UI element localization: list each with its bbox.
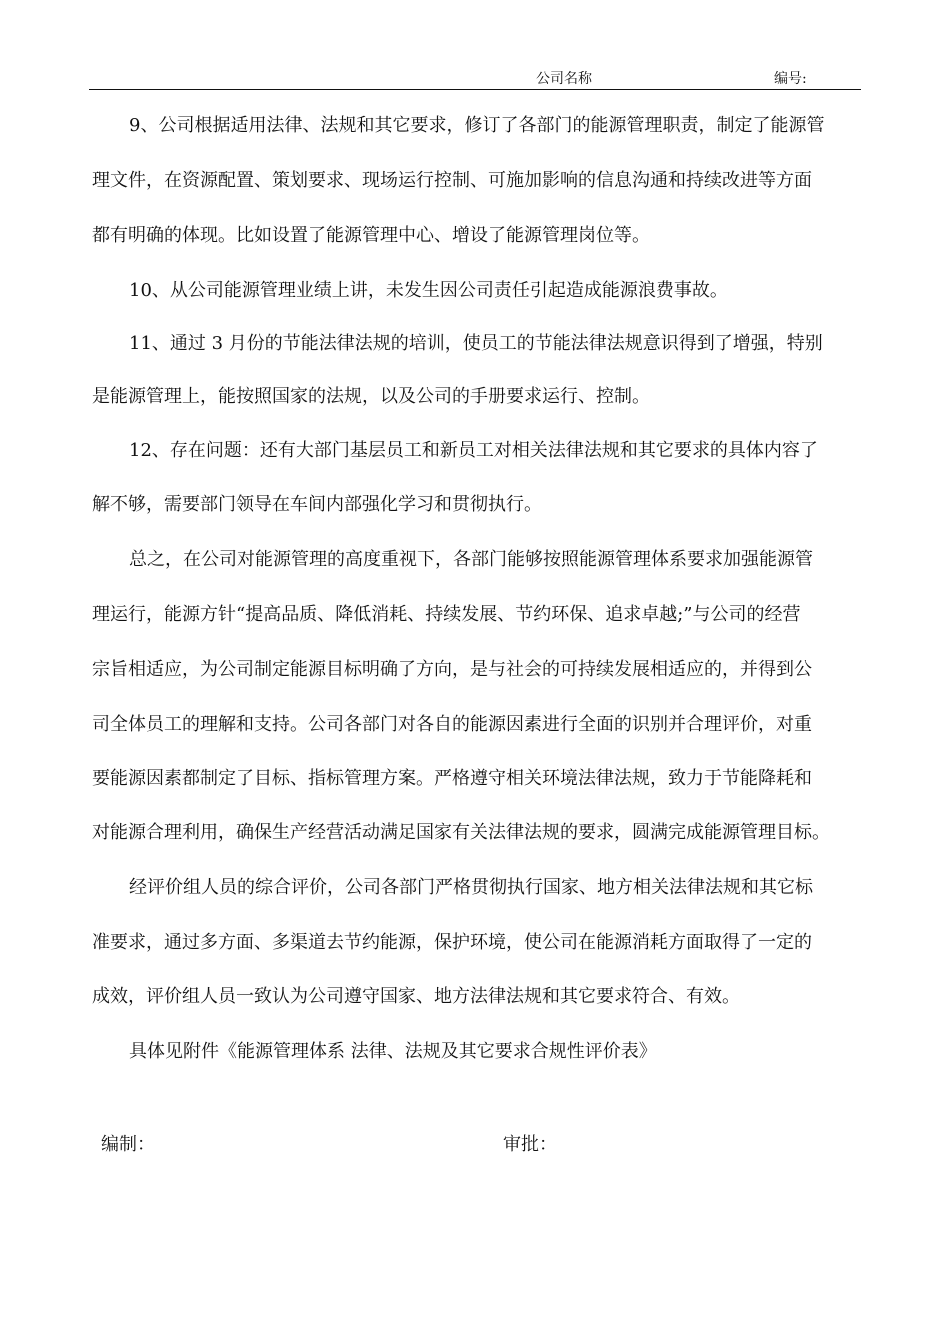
header-company-name: 公司名称	[536, 71, 592, 87]
paragraph-11-line-1: 11、通过 3 月份的节能法律法规的培训，使员工的节能法律法规意识得到了增强，特别	[129, 333, 823, 354]
paragraph-9-line-1: 9、公司根据适用法律、法规和其它要求，修订了各部门的能源管理职责，制定了能源管	[129, 115, 825, 136]
summary-line-1: 总之，在公司对能源管理的高度重视下，各部门能够按照能源管理体系要求加强能源管	[129, 549, 813, 570]
prepared-by-label: 编制：	[101, 1134, 155, 1155]
paragraph-10-line-1: 10、从公司能源管理业绩上讲，未发生因公司责任引起造成能源浪费事故。	[129, 280, 728, 301]
attachment-reference: 具体见附件《能源管理体系 法律、法规及其它要求合规性评价表》	[129, 1041, 657, 1062]
summary-line-2: 理运行，能源方针“提高品质、降低消耗、持续发展、节约环保、追求卓越;”与公司的经营	[92, 604, 801, 625]
paragraph-12-line-2: 解不够，需要部门领导在车间内部强化学习和贯彻执行。	[92, 494, 542, 515]
summary-line-6: 对能源合理利用，确保生产经营活动满足国家有关法律法规的要求，圆满完成能源管理目标。	[92, 822, 830, 843]
paragraph-9-line-3: 都有明确的体现。比如设置了能源管理中心、增设了能源管理岗位等。	[92, 225, 650, 246]
summary-line-4: 司全体员工的理解和支持。公司各部门对各自的能源因素进行全面的识别并合理评价，对重	[92, 714, 812, 735]
evaluation-line-1: 经评价组人员的综合评价，公司各部门严格贯彻执行国家、地方相关法律法规和其它标	[129, 877, 813, 898]
summary-line-5: 要能源因素都制定了目标、指标管理方案。严格遵守相关环境法律法规，致力于节能降耗和	[92, 768, 812, 789]
evaluation-line-2: 准要求，通过多方面、多渠道去节约能源，保护环境，使公司在能源消耗方面取得了一定的	[92, 932, 812, 953]
paragraph-12-line-1: 12、存在问题：还有大部门基层员工和新员工对相关法律法规和其它要求的具体内容了	[129, 440, 818, 461]
paragraph-11-line-2: 是能源管理上，能按照国家的法规，以及公司的手册要求运行、控制。	[92, 386, 650, 407]
header-document-number: 编号:	[774, 71, 807, 87]
paragraph-9-line-2: 理文件，在资源配置、策划要求、现场运行控制、可施加影响的信息沟通和持续改进等方面	[92, 170, 812, 191]
approved-by-label: 审批：	[503, 1134, 557, 1155]
summary-line-3: 宗旨相适应，为公司制定能源目标明确了方向，是与社会的可持续发展相适应的，并得到公	[92, 659, 812, 680]
header-divider	[89, 89, 861, 90]
evaluation-line-3: 成效，评价组人员一致认为公司遵守国家、地方法律法规和其它要求符合、有效。	[92, 986, 740, 1007]
